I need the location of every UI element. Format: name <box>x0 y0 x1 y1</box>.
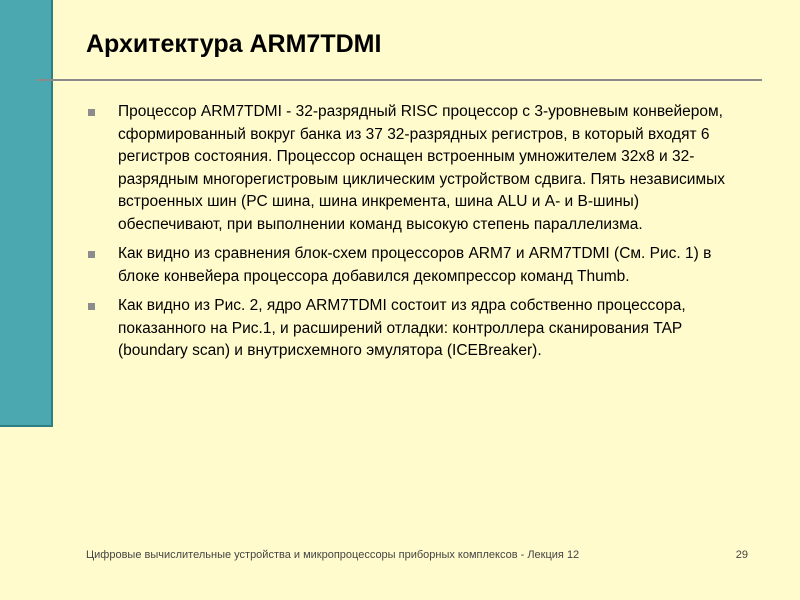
bullet-text: Как видно из Рис. 2, ядро ARM7TDMI состоит из ядра собственно процессора, показанного на Рис.1, и расширений отладки: контроллера сканирования TAP (boundary scan) и внутрисхемного эмулятора (ICEBreaker). <box>118 297 686 359</box>
slide-footer: Цифровые вычислительные устройства и микропроцессоры приборных комплексов - Лекция 12 <box>86 549 580 561</box>
square-bullet-icon <box>88 303 95 310</box>
square-bullet-icon <box>88 109 95 116</box>
bullet-item <box>86 243 746 288</box>
title-divider <box>36 79 762 81</box>
side-accent-bar <box>0 0 53 427</box>
bullet-text: Как видно из сравнения блок-схем процессоров ARM7 и ARM7TDMI (См. Рис. 1) в блоке конвейера процессора добавился декомпрессор команд Thumb. <box>118 245 712 285</box>
page-number: 29 <box>735 549 748 561</box>
bullet-text: Процессор ARM7TDMI - 32-разрядный RISC процессор с 3-уровневым конвейером, сформированный вокруг банка из 37 32-разрядных регистров, в который входят 6 регистров состояния. Процессор оснащен встроенным умножителем 32х8 и 32-разрядным многорегистровым циклическим устройством сдвига. Пять независимых встроенных шин (PC шина, шина инкремента, шина ALU и A- и B-шины) обеспечивают, при выполнении команд высокую степень параллелизма. <box>118 103 725 233</box>
slide-title: Архитектура ARM7TDMI <box>86 30 382 58</box>
bullet-item <box>86 295 746 363</box>
square-bullet-icon <box>88 251 95 258</box>
bullet-list <box>86 101 746 370</box>
bullet-item <box>86 101 746 236</box>
